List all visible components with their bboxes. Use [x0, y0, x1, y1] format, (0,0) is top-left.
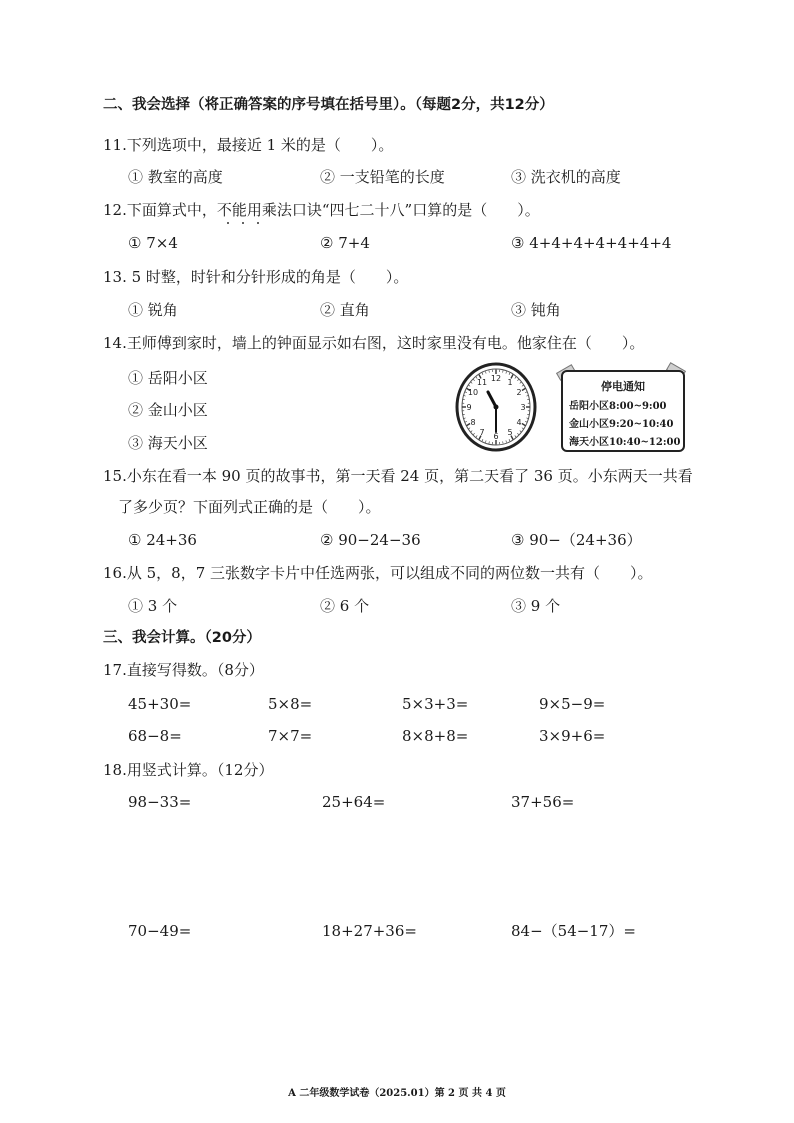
- q12-option-3: ③ 4+4+4+4+4+4+4: [511, 234, 672, 252]
- q17-expression: 68−8=: [128, 727, 182, 745]
- clock-numeral-2: 2: [516, 388, 522, 397]
- section-heading-calculation: 三、我会计算。（20分）: [103, 630, 261, 646]
- q17-expression: 45+30=: [128, 695, 192, 713]
- power-outage-notice: [557, 364, 685, 452]
- emphasis-dot: [242, 222, 244, 224]
- q17-expression: 7×7=: [268, 727, 313, 745]
- q14-option-2: ② 金山小区: [128, 401, 208, 419]
- notice-line-haitian: 海天小区10:40~12:00: [569, 437, 681, 448]
- q18-expression: 84−（54−17）=: [511, 922, 636, 940]
- q12-option-2: ② 7+4: [320, 234, 370, 252]
- question-15-stem-line2: 了多少页？下面列式正确的是（ ）。: [118, 498, 381, 516]
- emphasis-dot: [257, 222, 259, 224]
- q17-expression: 8×8+8=: [402, 727, 469, 745]
- q14-option-3: ③ 海天小区: [128, 434, 208, 452]
- q17-expression: 9×5−9=: [539, 695, 606, 713]
- q16-option-2: ② 6 个: [320, 597, 370, 615]
- q14-option-1: ① 岳阳小区: [128, 369, 208, 387]
- clock-face: [455, 362, 537, 452]
- q13-option-1: ① 锐角: [128, 301, 178, 319]
- question-15-stem-line1: 15.小东在看一本 90 页的故事书，第一天看 24 页，第二天看了 36 页。小东两天一共看: [103, 467, 693, 485]
- q16-option-3: ③ 9 个: [511, 597, 561, 615]
- q16-option-1: ① 3 个: [128, 597, 178, 615]
- q12-option-1: ① 7×4: [128, 234, 178, 252]
- page-footer: A 二年级数学试卷（2025.01）第 2 页 共 4 页: [288, 1088, 506, 1099]
- question-12-stem: 12.下面算式中，不能用乘法口诀“四七二十八”口算的是（ ）。: [103, 201, 540, 219]
- clock-numeral-5: 5: [507, 428, 513, 437]
- question-18-title: 18.用竖式计算。（12分）: [103, 761, 274, 779]
- notice-line-jinshan: 金山小区9:20~10:40: [569, 419, 674, 430]
- emphasis-dot: [227, 222, 229, 224]
- question-14-stem: 14.王师傅到家时，墙上的钟面显示如右图，这时家里没有电。他家住在（ ）。: [103, 334, 645, 352]
- notice-title: 停电通知: [601, 380, 645, 393]
- clock-numeral-9: 9: [466, 403, 472, 412]
- notice-line-yueyang: 岳阳小区8:00~9:00: [569, 401, 667, 412]
- notice-board: [561, 370, 685, 452]
- q17-expression: 3×9+6=: [539, 727, 606, 745]
- clock-numeral-12: 12: [490, 374, 502, 383]
- clock-numeral-3: 3: [520, 403, 526, 412]
- q11-option-2: ② 一支铅笔的长度: [320, 168, 445, 186]
- question-17-title: 17.直接写得数。（8分）: [103, 661, 264, 679]
- question-11-stem: 11.下列选项中，最接近 1 米的是（ ）。: [103, 136, 394, 154]
- question-13-stem: 13. 5 时整，时针和分针形成的角是（ ）。: [103, 268, 409, 286]
- section-heading-choice: 二、我会选择（将正确答案的序号填在括号里）。（每题2分，共12分）: [103, 97, 554, 113]
- q11-option-3: ③ 洗衣机的高度: [511, 168, 621, 186]
- q17-expression: 5×8=: [268, 695, 313, 713]
- q15-option-3: ③ 90−（24+36）: [511, 531, 642, 549]
- q15-option-2: ② 90−24−36: [320, 531, 421, 549]
- clock-numeral-6: 6: [493, 432, 499, 441]
- clock-numeral-7: 7: [479, 428, 485, 437]
- q15-option-1: ① 24+36: [128, 531, 197, 549]
- q18-expression: 98−33=: [128, 793, 192, 811]
- clock-numeral-11: 11: [476, 378, 488, 387]
- q18-expression: 18+27+36=: [322, 922, 417, 940]
- q18-expression: 25+64=: [322, 793, 386, 811]
- clock-numeral-10: 10: [467, 388, 479, 397]
- q11-option-1: ① 教室的高度: [128, 168, 223, 186]
- q18-expression: 70−49=: [128, 922, 192, 940]
- q18-expression: 37+56=: [511, 793, 575, 811]
- clock-numeral-1: 1: [507, 378, 513, 387]
- clock-numeral-4: 4: [516, 418, 522, 427]
- question-16-stem: 16.从 5，8，7 三张数字卡片中任选两张，可以组成不同的两位数一共有（ ）。: [103, 564, 653, 582]
- q13-option-2: ② 直角: [320, 301, 370, 319]
- q17-expression: 5×3+3=: [402, 695, 469, 713]
- q13-option-3: ③ 钝角: [511, 301, 561, 319]
- clock-numeral-8: 8: [470, 418, 476, 427]
